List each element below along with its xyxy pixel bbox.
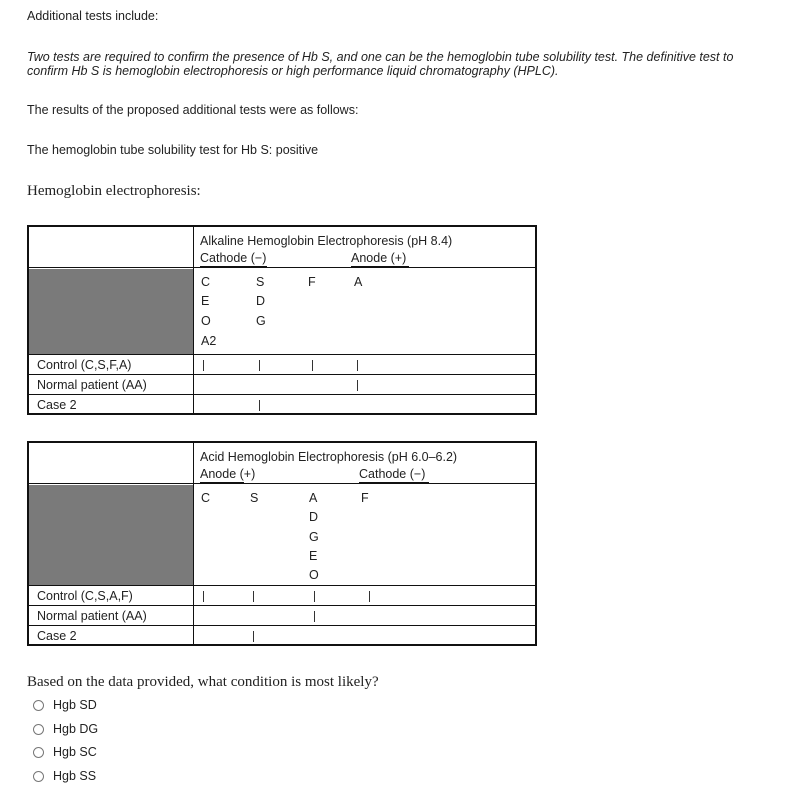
gel-title: Alkaline Hemoglobin Electrophoresis (pH 8.4) xyxy=(200,234,453,248)
band-label: C xyxy=(201,491,211,505)
band-label: S xyxy=(250,491,259,505)
row-label: Normal patient (AA) xyxy=(37,609,147,623)
row-label: Control (C,S,F,A) xyxy=(37,358,132,372)
band-label: A xyxy=(354,275,363,289)
pole-left: Cathode (−) xyxy=(200,251,267,265)
option-label: Hgb SC xyxy=(53,745,97,759)
band-label: S xyxy=(256,275,265,289)
electrophoresis-heading: Hemoglobin electrophoresis: xyxy=(27,183,201,199)
band-mark xyxy=(203,591,204,602)
band-mark xyxy=(369,591,370,602)
alkaline-electrophoresis-table xyxy=(27,225,537,415)
solubility-result: The hemoglobin tube solubility test for Hb S: positive xyxy=(27,143,319,157)
row-label: Control (C,S,A,F) xyxy=(37,589,133,603)
answer-option[interactable] xyxy=(33,720,98,738)
pole-right: Anode (+) xyxy=(351,251,407,265)
band-label: C xyxy=(201,275,211,289)
band-label: O xyxy=(201,314,211,328)
band-label: O xyxy=(309,568,319,582)
band-mark xyxy=(314,591,315,602)
band-label: D xyxy=(256,294,266,308)
radio-button[interactable] xyxy=(33,771,44,782)
band-label: G xyxy=(309,530,319,544)
band-mark xyxy=(312,360,313,371)
answer-option[interactable] xyxy=(33,743,97,761)
band-label: E xyxy=(201,294,210,308)
answer-option[interactable] xyxy=(33,696,97,714)
band-mark xyxy=(253,631,254,642)
answer-option[interactable] xyxy=(33,767,96,785)
band-label: A xyxy=(309,491,318,505)
row-label: Case 2 xyxy=(37,398,77,412)
band-label: G xyxy=(256,314,266,328)
band-label: D xyxy=(309,510,319,524)
band-mark xyxy=(314,611,315,622)
acid-electrophoresis-table xyxy=(27,441,537,646)
pole-left: Anode (+) xyxy=(200,467,256,481)
option-label: Hgb DG xyxy=(53,722,99,736)
option-label: Hgb SD xyxy=(53,698,97,712)
option-label: Hgb SS xyxy=(53,769,97,783)
band-mark xyxy=(259,360,260,371)
gray-block xyxy=(29,269,193,354)
row-label: Case 2 xyxy=(37,629,77,643)
band-label: E xyxy=(309,549,318,563)
intro-paragraph: Two tests are required to confirm the presence of Hb S, and one can be the hemoglobin tube solubility test. The definitive test to confirm Hb S is hemoglobin electrophoresis or high performance liquid chromatography (HPLC). xyxy=(27,50,734,78)
pole-right: Cathode (−) xyxy=(359,467,426,481)
band-mark xyxy=(253,591,254,602)
band-mark xyxy=(203,360,204,371)
question-prompt: Based on the data provided, what condition is most likely? xyxy=(27,674,379,690)
row-label: Normal patient (AA) xyxy=(37,378,147,392)
band-label: F xyxy=(361,491,369,505)
band-mark xyxy=(357,380,358,391)
band-mark xyxy=(357,360,358,371)
gray-block xyxy=(29,485,193,585)
band-mark xyxy=(259,400,260,411)
band-label: F xyxy=(308,275,316,289)
radio-button[interactable] xyxy=(33,700,44,711)
section-heading: Additional tests include: xyxy=(27,9,159,23)
radio-button[interactable] xyxy=(33,724,44,735)
band-label: A2 xyxy=(201,334,217,348)
results-intro: The results of the proposed additional tests were as follows: xyxy=(27,103,359,117)
radio-button[interactable] xyxy=(33,747,44,758)
gel-title: Acid Hemoglobin Electrophoresis (pH 6.0–6.2) xyxy=(200,450,458,464)
